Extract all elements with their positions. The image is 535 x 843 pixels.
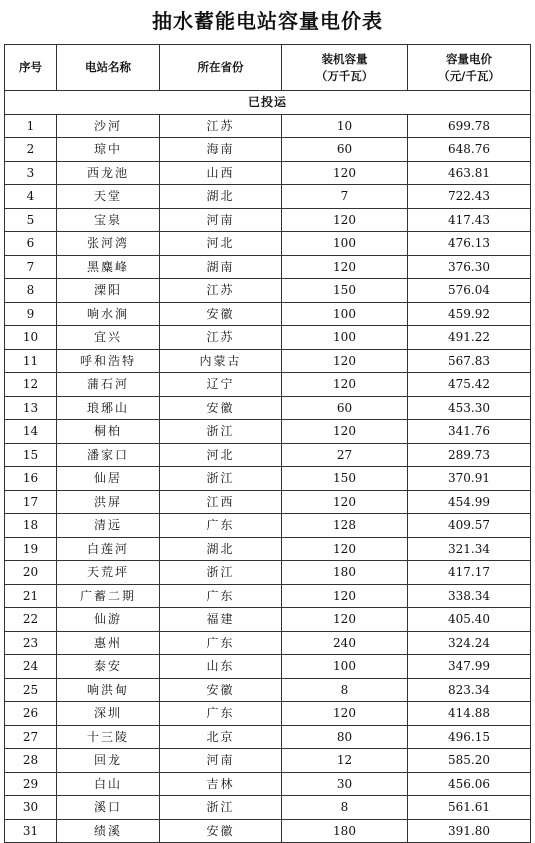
cell-station-name: 响水涧 (57, 302, 160, 326)
cell-index: 28 (5, 749, 57, 773)
cell-province: 河南 (160, 208, 282, 232)
cell-price: 459.92 (408, 302, 531, 326)
cell-province: 海南 (160, 138, 282, 162)
cell-capacity: 150 (282, 467, 408, 491)
table-row (5, 443, 531, 467)
cell-index: 6 (5, 232, 57, 256)
cell-province: 安徽 (160, 396, 282, 420)
cell-province: 辽宁 (160, 373, 282, 397)
cell-station-name: 溪口 (57, 796, 160, 820)
cell-price: 391.80 (408, 819, 531, 843)
cell-index: 11 (5, 349, 57, 373)
cell-index: 7 (5, 255, 57, 279)
cell-station-name: 清远 (57, 514, 160, 538)
header-index: 序号 (5, 45, 57, 91)
page-title: 抽水蓄能电站容量电价表 (152, 9, 383, 33)
cell-capacity: 180 (282, 819, 408, 843)
cell-station-name: 仙游 (57, 608, 160, 632)
cell-province: 河北 (160, 232, 282, 256)
cell-index: 2 (5, 138, 57, 162)
cell-province: 江苏 (160, 114, 282, 138)
cell-capacity: 120 (282, 702, 408, 726)
cell-capacity: 100 (282, 302, 408, 326)
table-row (5, 138, 531, 162)
cell-station-name: 响洪甸 (57, 678, 160, 702)
table-row (5, 490, 531, 514)
cell-province: 江苏 (160, 326, 282, 350)
cell-price: 491.22 (408, 326, 531, 350)
table-row (5, 702, 531, 726)
cell-station-name: 绩溪 (57, 819, 160, 843)
cell-province: 浙江 (160, 467, 282, 491)
cell-index: 10 (5, 326, 57, 350)
cell-index: 1 (5, 114, 57, 138)
table-row (5, 772, 531, 796)
cell-price: 648.76 (408, 138, 531, 162)
table-row (5, 749, 531, 773)
cell-station-name: 潘家口 (57, 443, 160, 467)
cell-capacity: 150 (282, 279, 408, 303)
cell-province: 湖北 (160, 537, 282, 561)
cell-station-name: 深圳 (57, 702, 160, 726)
cell-station-name: 琅琊山 (57, 396, 160, 420)
header-price: 容量电价 （元/千瓦） (408, 45, 531, 91)
cell-capacity: 7 (282, 185, 408, 209)
cell-capacity: 120 (282, 373, 408, 397)
cell-capacity: 10 (282, 114, 408, 138)
table-row (5, 185, 531, 209)
cell-station-name: 天荒坪 (57, 561, 160, 585)
cell-index: 20 (5, 561, 57, 585)
cell-province: 山西 (160, 161, 282, 185)
cell-capacity: 120 (282, 608, 408, 632)
cell-index: 21 (5, 584, 57, 608)
cell-capacity: 60 (282, 138, 408, 162)
cell-capacity: 100 (282, 232, 408, 256)
cell-province: 广东 (160, 631, 282, 655)
cell-capacity: 30 (282, 772, 408, 796)
table-header-row (5, 45, 531, 91)
cell-capacity: 27 (282, 443, 408, 467)
cell-province: 安徽 (160, 819, 282, 843)
cell-province: 湖南 (160, 255, 282, 279)
cell-capacity: 8 (282, 796, 408, 820)
cell-index: 23 (5, 631, 57, 655)
table-row (5, 561, 531, 585)
cell-price: 722.43 (408, 185, 531, 209)
cell-index: 4 (5, 185, 57, 209)
cell-province: 安徽 (160, 302, 282, 326)
cell-province: 河南 (160, 749, 282, 773)
cell-capacity: 60 (282, 396, 408, 420)
section-label: 已投运 (5, 91, 531, 115)
capacity-price-table (4, 44, 531, 843)
table-row (5, 467, 531, 491)
table-row (5, 678, 531, 702)
table-row (5, 655, 531, 679)
cell-price: 417.43 (408, 208, 531, 232)
cell-price: 417.17 (408, 561, 531, 585)
cell-province: 浙江 (160, 420, 282, 444)
cell-index: 17 (5, 490, 57, 514)
table-row (5, 279, 531, 303)
cell-province: 浙江 (160, 796, 282, 820)
cell-province: 安徽 (160, 678, 282, 702)
cell-price: 463.81 (408, 161, 531, 185)
table-row (5, 255, 531, 279)
cell-station-name: 张河湾 (57, 232, 160, 256)
cell-station-name: 仙居 (57, 467, 160, 491)
cell-index: 5 (5, 208, 57, 232)
table-row (5, 725, 531, 749)
table-row (5, 302, 531, 326)
cell-price: 823.34 (408, 678, 531, 702)
cell-province: 福建 (160, 608, 282, 632)
cell-station-name: 天堂 (57, 185, 160, 209)
cell-index: 8 (5, 279, 57, 303)
cell-price: 561.61 (408, 796, 531, 820)
table-row (5, 420, 531, 444)
cell-price: 585.20 (408, 749, 531, 773)
cell-station-name: 白莲河 (57, 537, 160, 561)
cell-index: 12 (5, 373, 57, 397)
cell-index: 3 (5, 161, 57, 185)
cell-station-name: 桐柏 (57, 420, 160, 444)
table-row (5, 161, 531, 185)
cell-price: 324.24 (408, 631, 531, 655)
cell-province: 北京 (160, 725, 282, 749)
cell-station-name: 呼和浩特 (57, 349, 160, 373)
table-row (5, 232, 531, 256)
cell-price: 496.15 (408, 725, 531, 749)
cell-capacity: 240 (282, 631, 408, 655)
cell-index: 19 (5, 537, 57, 561)
cell-province: 广东 (160, 514, 282, 538)
cell-station-name: 惠州 (57, 631, 160, 655)
table-row (5, 608, 531, 632)
cell-station-name: 回龙 (57, 749, 160, 773)
cell-station-name: 宜兴 (57, 326, 160, 350)
cell-index: 27 (5, 725, 57, 749)
cell-province: 江西 (160, 490, 282, 514)
cell-capacity: 8 (282, 678, 408, 702)
cell-index: 29 (5, 772, 57, 796)
cell-province: 山东 (160, 655, 282, 679)
cell-capacity: 100 (282, 655, 408, 679)
section-row (5, 91, 531, 115)
cell-province: 广东 (160, 702, 282, 726)
header-station-name: 电站名称 (57, 45, 160, 91)
cell-price: 576.04 (408, 279, 531, 303)
cell-index: 15 (5, 443, 57, 467)
cell-station-name: 白山 (57, 772, 160, 796)
cell-price: 456.06 (408, 772, 531, 796)
cell-capacity: 120 (282, 255, 408, 279)
cell-index: 30 (5, 796, 57, 820)
cell-price: 699.78 (408, 114, 531, 138)
table-row (5, 114, 531, 138)
cell-capacity: 120 (282, 537, 408, 561)
cell-province: 吉林 (160, 772, 282, 796)
cell-price: 321.34 (408, 537, 531, 561)
cell-station-name: 泰安 (57, 655, 160, 679)
cell-province: 浙江 (160, 561, 282, 585)
header-capacity: 装机容量 （万千瓦） (282, 45, 408, 91)
cell-station-name: 沙河 (57, 114, 160, 138)
cell-province: 湖北 (160, 185, 282, 209)
cell-capacity: 120 (282, 208, 408, 232)
cell-price: 567.83 (408, 349, 531, 373)
cell-capacity: 120 (282, 584, 408, 608)
table-row (5, 326, 531, 350)
cell-price: 289.73 (408, 443, 531, 467)
cell-province: 广东 (160, 584, 282, 608)
table-row (5, 349, 531, 373)
header-province: 所在省份 (160, 45, 282, 91)
cell-price: 370.91 (408, 467, 531, 491)
cell-index: 14 (5, 420, 57, 444)
cell-index: 9 (5, 302, 57, 326)
cell-capacity: 120 (282, 349, 408, 373)
table-row (5, 208, 531, 232)
cell-index: 22 (5, 608, 57, 632)
cell-price: 338.34 (408, 584, 531, 608)
cell-index: 18 (5, 514, 57, 538)
cell-price: 414.88 (408, 702, 531, 726)
cell-price: 409.57 (408, 514, 531, 538)
table-row (5, 373, 531, 397)
cell-index: 31 (5, 819, 57, 843)
cell-capacity: 120 (282, 420, 408, 444)
cell-capacity: 12 (282, 749, 408, 773)
cell-price: 405.40 (408, 608, 531, 632)
table-row (5, 537, 531, 561)
cell-station-name: 宝泉 (57, 208, 160, 232)
cell-capacity: 120 (282, 490, 408, 514)
cell-station-name: 黑麋峰 (57, 255, 160, 279)
table-row (5, 514, 531, 538)
cell-station-name: 西龙池 (57, 161, 160, 185)
cell-station-name: 琼中 (57, 138, 160, 162)
cell-capacity: 100 (282, 326, 408, 350)
cell-capacity: 180 (282, 561, 408, 585)
cell-station-name: 蒲石河 (57, 373, 160, 397)
cell-province: 河北 (160, 443, 282, 467)
table-row (5, 396, 531, 420)
table-row (5, 819, 531, 843)
cell-station-name: 溧阳 (57, 279, 160, 303)
cell-price: 453.30 (408, 396, 531, 420)
table-row (5, 584, 531, 608)
cell-price: 341.76 (408, 420, 531, 444)
cell-price: 454.99 (408, 490, 531, 514)
cell-station-name: 广蓄二期 (57, 584, 160, 608)
cell-province: 内蒙古 (160, 349, 282, 373)
cell-capacity: 80 (282, 725, 408, 749)
cell-index: 25 (5, 678, 57, 702)
cell-capacity: 128 (282, 514, 408, 538)
cell-price: 476.13 (408, 232, 531, 256)
table-row (5, 796, 531, 820)
cell-station-name: 洪屏 (57, 490, 160, 514)
cell-index: 13 (5, 396, 57, 420)
cell-index: 24 (5, 655, 57, 679)
cell-capacity: 120 (282, 161, 408, 185)
cell-station-name: 十三陵 (57, 725, 160, 749)
cell-index: 16 (5, 467, 57, 491)
cell-price: 347.99 (408, 655, 531, 679)
table-row (5, 631, 531, 655)
cell-price: 376.30 (408, 255, 531, 279)
cell-index: 26 (5, 702, 57, 726)
cell-province: 江苏 (160, 279, 282, 303)
cell-price: 475.42 (408, 373, 531, 397)
